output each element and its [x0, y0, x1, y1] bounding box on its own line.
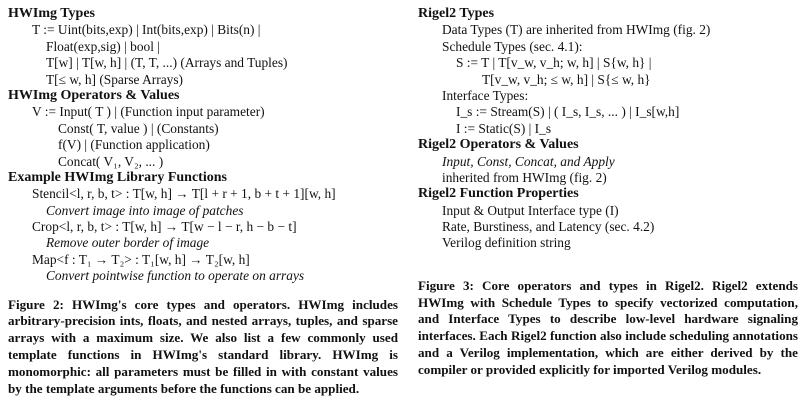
- rigel2-type-line: I_s := Stream(S) | ( I_s, I_s, ... ) | I_s[w,h]: [456, 104, 680, 120]
- hwimg-types-heading: HWImg Types: [8, 6, 95, 21]
- hwimg-type-line: T[w] | T[w, h] | (T, T, ...) (Arrays and Tuples): [46, 55, 288, 71]
- rigel2-type-line: Interface Types:: [442, 87, 529, 103]
- rigel2-prop-line: Verilog definition string: [442, 235, 571, 251]
- hwimg-op-line: Concat( V₁, V₂, ... ): [58, 153, 164, 169]
- lib-stencil-signature: Stencil<l, r, b, t> : T[w, h] → T[l + r + 1, b + t + 1][w, h]: [32, 186, 336, 202]
- figure-2-column: [8, 6, 398, 397]
- rigel2-op-line: Input, Const, Concat, and Apply: [442, 153, 615, 169]
- rigel2-props-heading: Rigel2 Function Properties: [418, 186, 579, 202]
- lib-map-signature: Map<f : T₁ → T₂> : T₁[w, h] → T₂[w, h]: [32, 251, 250, 267]
- hwimg-op-line: V := Input( T ) | (Function input parameter): [32, 104, 265, 120]
- hwimg-op-line: f(V) | (Function application): [58, 137, 210, 153]
- hwimg-type-line: Float(exp,sig) | bool |: [46, 38, 160, 54]
- hwimg-type-line: T[≤ w, h] (Sparse Arrays): [46, 71, 183, 87]
- hwimg-op-line: Const( T, value ) | (Constants): [58, 120, 219, 136]
- lib-crop-signature: Crop<l, r, b, t> : T[w, h] → T[w − l − r, h − b − t]: [32, 219, 297, 235]
- rigel2-type-line: I := Static(S) | I_s: [456, 120, 552, 136]
- rigel2-prop-line: Input & Output Interface type (I): [442, 202, 619, 218]
- rigel2-type-line: Schedule Types (sec. 4.1):: [442, 38, 583, 54]
- hwimg-lib-heading: Example HWImg Library Functions: [8, 169, 227, 185]
- rigel2-type-line: T[v_w, v_h; ≤ w, h] | S{≤ w, h}: [482, 71, 651, 87]
- hwimg-type-line: T := Uint(bits,exp) | Int(bits,exp) | Bits(n) |: [32, 22, 261, 38]
- rigel2-prop-line: Rate, Burstiness, and Latency (sec. 4.2): [442, 219, 655, 235]
- rigel2-types-heading: Rigel2 Types: [418, 6, 495, 21]
- rigel2-op-line: inherited from HWImg (fig. 2): [442, 169, 607, 185]
- lib-stencil-desc: Convert image into image of patches: [46, 202, 244, 218]
- rigel2-type-line: S := T | T[v_w, v_h; w, h] | S{w, h} |: [456, 55, 652, 71]
- figure-3-column: [418, 6, 798, 379]
- lib-crop-desc: Remove outer border of image: [46, 235, 210, 251]
- figure-2-caption: Figure 2: HWImg's core types and operators. HWImg includes arbitrary-precision ints, floats, and nested arrays, tuples, and sparse arrays with a maximum size. We also list a few commonly used template functions in HWImg's standard library. HWImg is monomorphic: all parameters must be filled in with constant values by the template arguments before the functions can be applied.: [8, 296, 398, 396]
- hwimg-ops-heading: HWImg Operators & Values: [8, 87, 180, 103]
- rigel2-type-line: Data Types (T) are inherited from HWImg (fig. 2): [442, 22, 711, 38]
- lib-map-desc: Convert pointwise function to operate on arrays: [46, 268, 305, 284]
- rigel2-ops-heading: Rigel2 Operators & Values: [418, 137, 579, 153]
- figure-3-caption: Figure 3: Core operators and types in Rigel2. Rigel2 extends HWImg with Schedule Types to specify vectorized computation, and Interface Types to describe low-level hardware signaling interfaces. Each Rigel2 function also include scheduling annotations and a Verilog implementation, which are either derived by the compiler or provided explicitly for imported Verilog modules.: [418, 277, 798, 377]
